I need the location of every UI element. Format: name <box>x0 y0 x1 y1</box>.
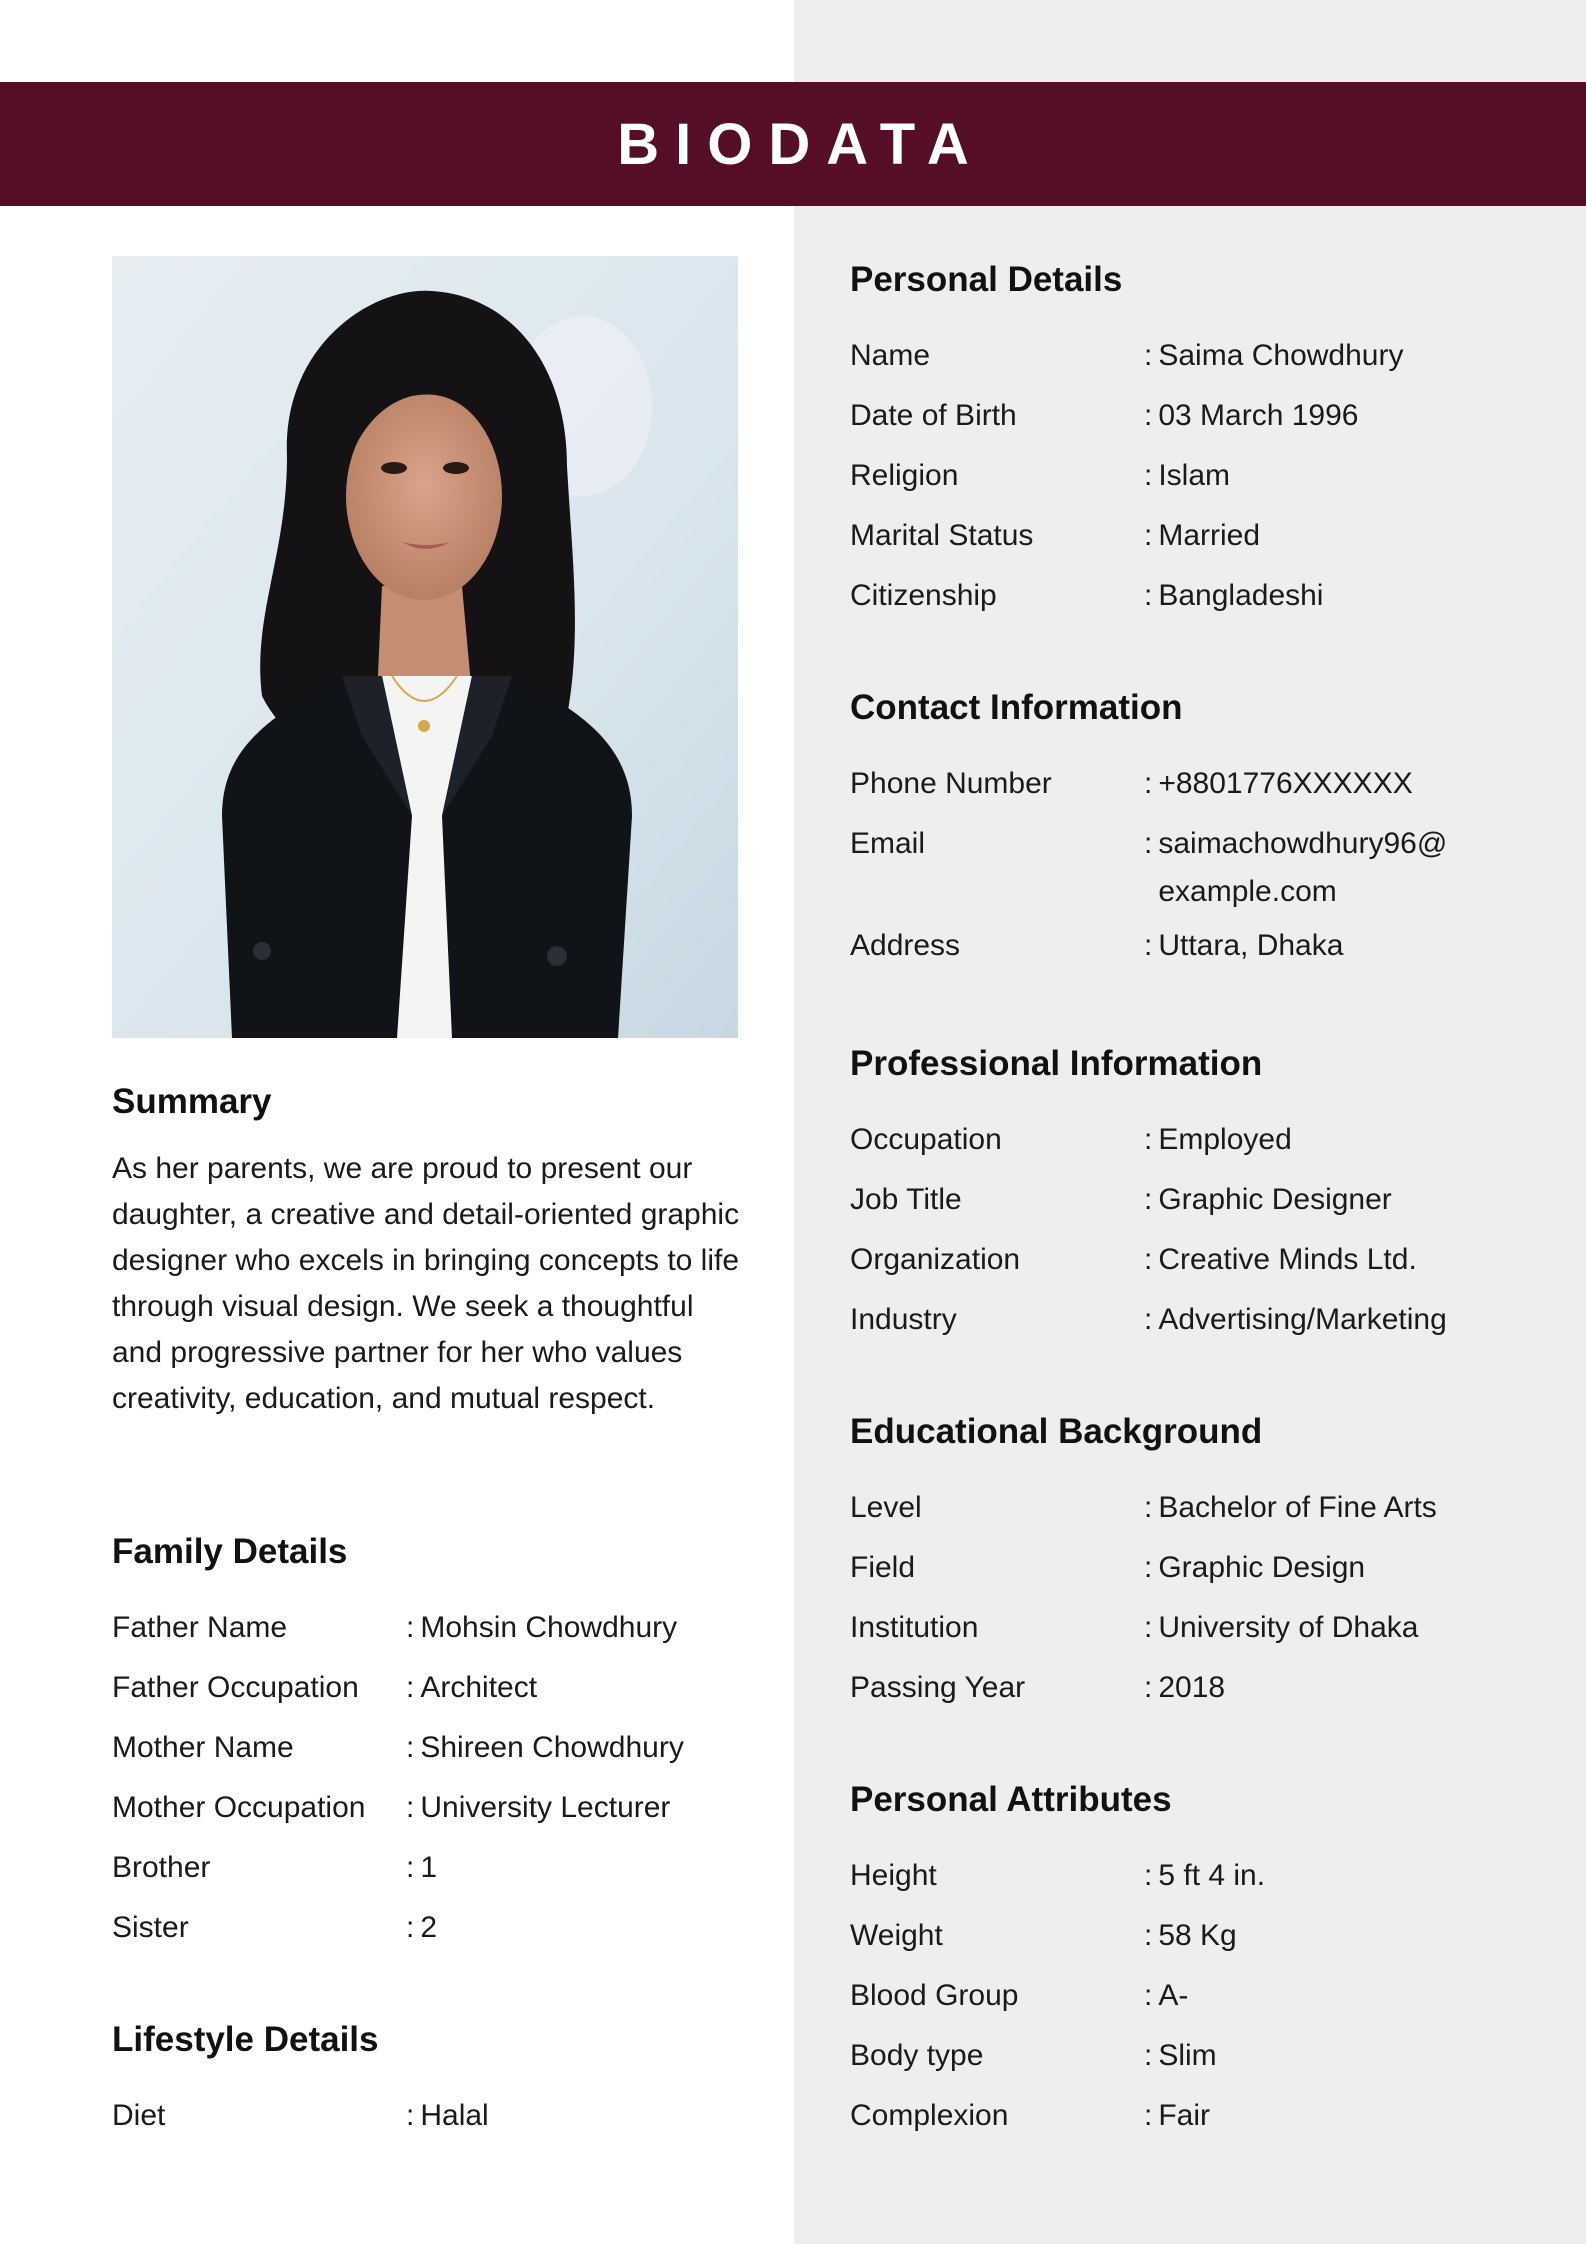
row-value: 2 <box>420 1911 438 1944</box>
row-label: Mother Occupation <box>112 1791 366 1824</box>
attributes-row-complexion: Complexion : Fair <box>850 2086 1550 2146</box>
contact-row-phone: Phone Number : +8801776XXXXXX <box>850 754 1550 814</box>
row-label: Marital Status <box>850 519 1034 552</box>
row-value: saimachowdhury96@ example.com <box>1158 827 1448 908</box>
personal-row-date-of-birth: Date of Birth : 03 March 1996 <box>850 386 1550 446</box>
personal-row-religion: Religion : Islam <box>850 446 1550 506</box>
contact-information-section <box>850 684 1550 976</box>
row-value: Bachelor of Fine Arts <box>1158 1491 1437 1524</box>
family-row-mother-name: Mother Name : Shireen Chowdhury <box>112 1718 742 1778</box>
row-label: Diet <box>112 2099 166 2132</box>
row-value: Fair <box>1158 2099 1211 2132</box>
row-label: Name <box>850 339 931 372</box>
education-row-institution: Institution : University of Dhaka <box>850 1598 1550 1658</box>
row-label: Religion <box>850 459 959 492</box>
row-label: Sister <box>112 1911 189 1944</box>
attributes-row-body-type: Body type : Slim <box>850 2026 1550 2086</box>
family-row-mother-occupation: Mother Occupation : University Lecturer <box>112 1778 742 1838</box>
lifestyle-details-heading: Lifestyle Details <box>112 2020 379 2059</box>
row-label: Organization <box>850 1243 1021 1276</box>
row-label: Passing Year <box>850 1671 1026 1704</box>
row-value: Mohsin Chowdhury <box>420 1611 678 1644</box>
professional-information-heading: Professional Information <box>850 1044 1263 1083</box>
row-label: Height <box>850 1859 937 1892</box>
row-value: 03 March 1996 <box>1158 399 1359 432</box>
professional-row-occupation: Occupation : Employed <box>850 1110 1550 1170</box>
educational-background-heading: Educational Background <box>850 1412 1263 1451</box>
row-label: Brother <box>112 1851 211 1884</box>
row-value: Graphic Designer <box>1158 1183 1392 1216</box>
row-value: Uttara, Dhaka <box>1158 929 1344 962</box>
row-label: Body type <box>850 2039 984 2072</box>
row-label: Occupation <box>850 1123 1002 1156</box>
row-label: Industry <box>850 1303 957 1336</box>
row-value: +8801776XXXXXX <box>1158 767 1413 800</box>
lifestyle-row-diet: Diet : Halal <box>112 2086 742 2146</box>
attributes-row-blood-group: Blood Group : A- <box>850 1966 1550 2026</box>
row-value: 5 ft 4 in. <box>1158 1859 1266 1892</box>
row-label: Citizenship <box>850 579 997 612</box>
row-value: 1 <box>420 1851 438 1884</box>
educational-background-section <box>850 1408 1550 1718</box>
personal-details-section <box>850 256 1550 626</box>
row-value: Architect <box>420 1671 538 1704</box>
personal-details-heading: Personal Details <box>850 260 1123 299</box>
row-value: Saima Chowdhury <box>1158 339 1404 372</box>
row-label: Father Occupation <box>112 1671 359 1704</box>
row-value: A- <box>1158 1979 1189 2012</box>
row-value: Bangladeshi <box>1158 579 1324 612</box>
family-details-heading: Family Details <box>112 1532 348 1571</box>
row-value: Married <box>1158 519 1261 552</box>
row-label: Date of Birth <box>850 399 1017 432</box>
row-value: Employed <box>1158 1123 1292 1156</box>
row-label: Field <box>850 1551 916 1584</box>
education-row-level: Level : Bachelor of Fine Arts <box>850 1478 1550 1538</box>
row-value: Creative Minds Ltd. <box>1158 1243 1417 1276</box>
family-details-section <box>112 1528 742 1958</box>
row-label: Mother Name <box>112 1731 294 1764</box>
attributes-row-weight: Weight : 58 Kg <box>850 1906 1550 1966</box>
summary-heading: Summary <box>112 1082 272 1121</box>
row-label: Phone Number <box>850 767 1052 800</box>
row-value: 58 Kg <box>1158 1919 1237 1952</box>
row-label: Level <box>850 1491 922 1524</box>
personal-row-citizenship: Citizenship : Bangladeshi <box>850 566 1550 626</box>
education-row-field: Field : Graphic Design <box>850 1538 1550 1598</box>
row-value: University Lecturer <box>420 1791 671 1824</box>
row-label: Father Name <box>112 1611 288 1644</box>
row-value: Slim <box>1158 2039 1217 2072</box>
row-value: Graphic Design <box>1158 1551 1366 1584</box>
family-row-sister: Sister : 2 <box>112 1898 742 1958</box>
row-label: Job Title <box>850 1183 962 1216</box>
family-row-father-name: Father Name : Mohsin Chowdhury <box>112 1598 742 1658</box>
family-row-father-occupation: Father Occupation : Architect <box>112 1658 742 1718</box>
personal-row-marital-status: Marital Status : Married <box>850 506 1550 566</box>
page-title: BIODATA <box>617 111 985 177</box>
contact-information-heading: Contact Information <box>850 688 1183 727</box>
lifestyle-details-section <box>112 2016 742 2146</box>
row-label: Blood Group <box>850 1979 1019 2012</box>
row-label: Weight <box>850 1919 943 1952</box>
personal-attributes-heading: Personal Attributes <box>850 1780 1172 1819</box>
row-label: Complexion <box>850 2099 1009 2132</box>
row-label: Address <box>850 929 961 962</box>
row-value: Shireen Chowdhury <box>420 1731 684 1764</box>
personal-row-name: Name : Saima Chowdhury <box>850 326 1550 386</box>
row-value: University of Dhaka <box>1158 1611 1419 1644</box>
professional-information-section <box>850 1040 1550 1350</box>
education-row-passing-year: Passing Year : 2018 <box>850 1658 1550 1718</box>
family-row-brother: Brother : 1 <box>112 1838 742 1898</box>
row-value: Islam <box>1158 459 1231 492</box>
summary-text: As her parents, we are proud to present our daughter, a creative and detail-oriented graphic designer who excels in bringing concepts to life through visual design. We seek a thoughtful and progressive partner for her who values creativity, education, and mutual respect. <box>112 1152 740 1415</box>
attributes-row-height: Height : 5 ft 4 in. <box>850 1846 1550 1906</box>
row-label: Institution <box>850 1611 979 1644</box>
row-value: Advertising/Marketing <box>1158 1303 1447 1336</box>
professional-row-organization: Organization : Creative Minds Ltd. <box>850 1230 1550 1290</box>
contact-row-email: Email : saimachowdhury96@ example.com <box>850 814 1550 916</box>
contact-row-address: Address : Uttara, Dhaka <box>850 916 1550 976</box>
professional-row-industry: Industry : Advertising/Marketing <box>850 1290 1550 1350</box>
header-banner <box>0 82 1586 206</box>
row-value: Halal <box>420 2099 489 2132</box>
personal-attributes-section <box>850 1776 1550 2146</box>
profile-photo <box>112 256 738 1038</box>
row-label: Email <box>850 827 926 860</box>
row-value: 2018 <box>1158 1671 1226 1704</box>
professional-row-job-title: Job Title : Graphic Designer <box>850 1170 1550 1230</box>
summary-section <box>112 1078 742 1422</box>
